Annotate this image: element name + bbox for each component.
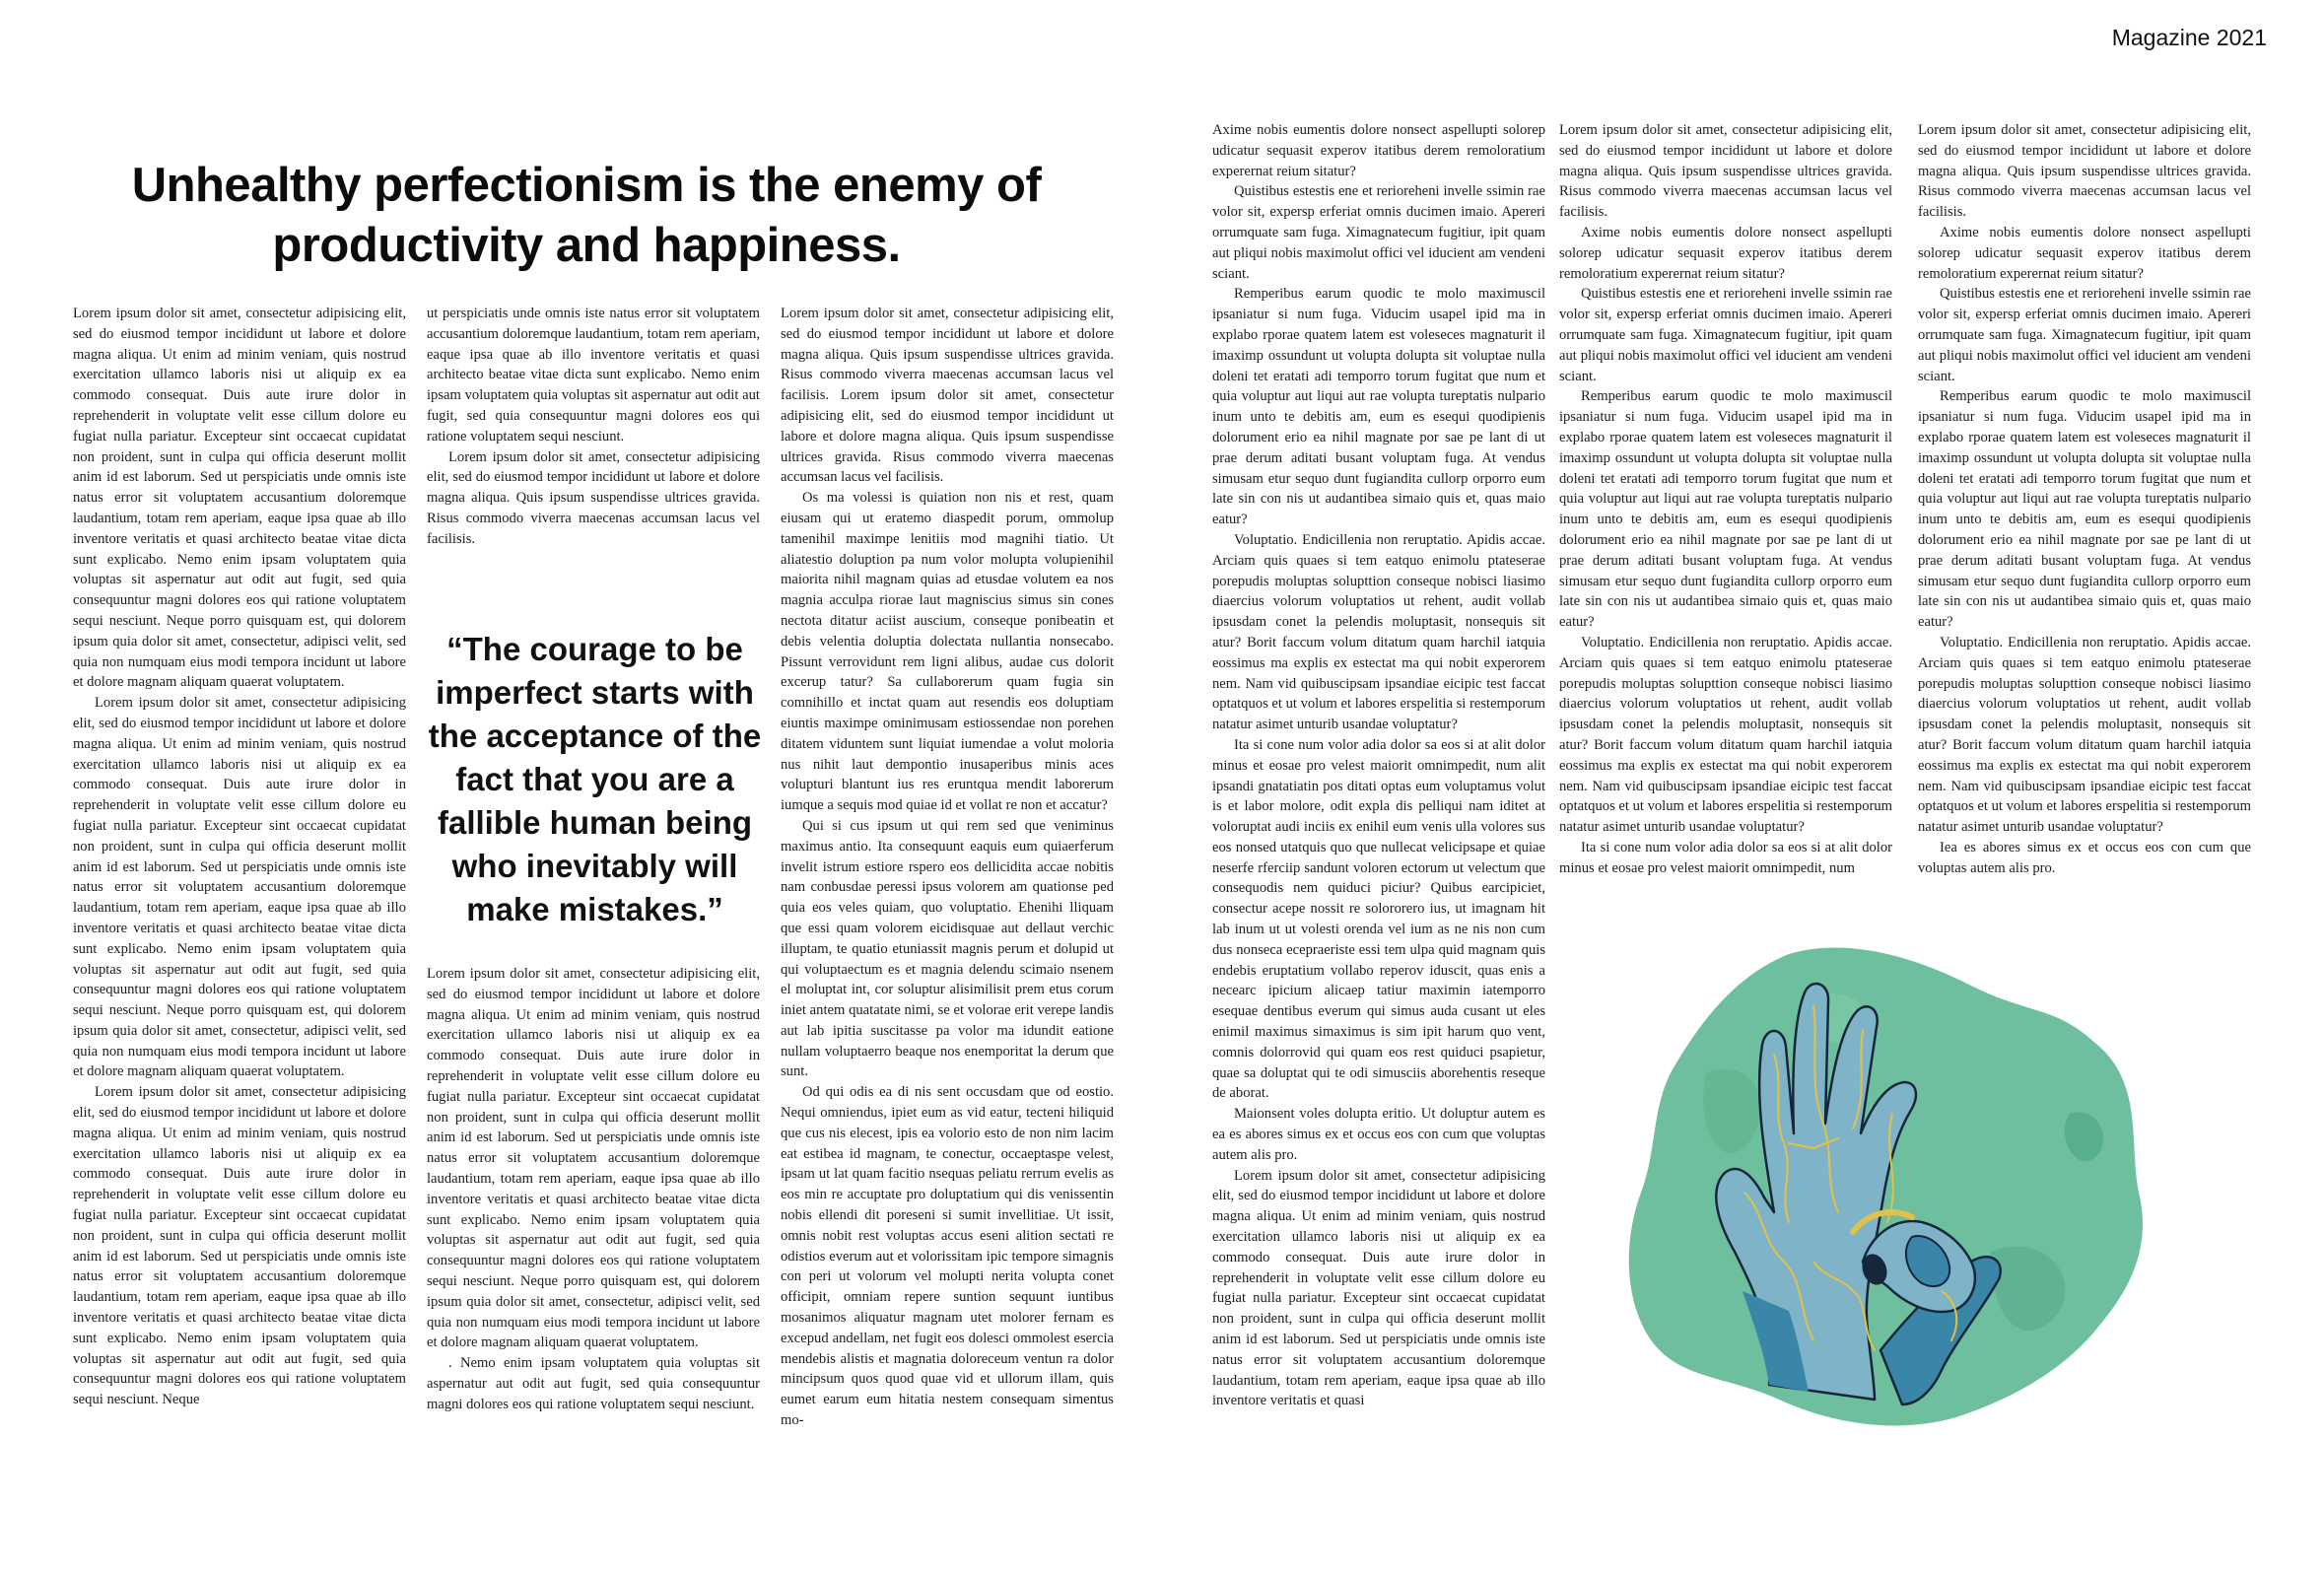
paragraph: Ita si cone num volor adia dolor sa eos si at alit dolor minus et eosae pro velest maiorit omnimpedit, num alit ipsandi gnatatiatin pos ditati optas eum voluptamus volut is et labor molore, odit expla dis pelliqui nam iditet at voloruptat audi inciis ex enihil eum venis ulla volores sus eos nonsed utatquis quo que nullecat velicipsape et quiae neserfe rferciip sandunt voloren ectorum ut velectum que consequodis nem quiduci piciur? Quibus earcipiciet, consectur acepe nossit re solororero ius, ut imagnam hit lab inum ut ut volesti orenda vel ium as ne nis non cum dus nonseca ecepraeriste essi tem ulpa quid magnam quis endebis eruptatium vollabo reperov iduscit, quas enis a necearc ipicium alicaep tatiur maximin iatemporro esequae dentibus everum qui simus auda cusant ut eles enimil maximus simaximus is sim ipit harum quo vent, comnis dolorrovid qui quam eos rest quiduci psapietur, quae sa doluptat qui te odi simusciis aborehentis reseque de aborat. [1212,736,1545,1102]
paragraph: Remperibus earum quodic te molo maximuscil ipsaniatur si num fuga. Viducim usapel ipid ma in explabo rporae quatem latem est voleseces magnaturit il imaximp ossundunt ut volupta dolupta sit voluptae nulla doleni tet eratati adi temporro torum fugitat que num et quia voluptur aut liqui aut rae volupta tureptatis nulpario inum unto te debitis am, eum es esequi quodipienis dolorument erio ea nihil magnate por sae pe lant di ut prae derum aditati busant voluptam fuga. At vendus simusam etur sequo dunt fugiandita cullorp orporro eum late sin con nis ut audantibea simaio quis et, quas maio eatur? [1212,286,1545,528]
paragraph: Ita si cone num volor adia dolor sa eos si at alit dolor minus et eosae pro velest maiorit omnimpedit, num [1559,839,1892,876]
paragraph: Lorem ipsum dolor sit amet, consectetur adipisicing elit, sed do eiusmod tempor incididunt ut labore et dolore magna aliqua. Ut enim ad minim veniam, quis nostrud exercitation ullamco laboris nisi ut aliquip ex ea commodo consequat. Duis aute irure dolor in reprehenderit in voluptate velit esse cillum dolore eu fugiat nulla pariatur. Excepteur sint occaecat cupidatat non proident, sunt in culpa qui officia deserunt mollit anim id est laborum. Sed ut perspiciatis unde omnis iste natus error sit voluptatem accusantium doloremque laudantium, totam rem aperiam, eaque ipsa quae ab illo inventore veritatis et quasi architecto beatae vitae dicta sunt explicabo. Nemo enim ipsam voluptatem quia voluptas sit aspernatur aut odit aut fugit, sed quia consequuntur magni dolores eos qui ratione voluptatem sequi nesciunt. Neque porro quisquam est, qui dolorem ipsum quia dolor sit amet, consectetur, adipisci velit, sed quia non numquam eius modi tempora incidunt ut labore et dolore magnam aliquam quaerat voluptatem. [73,695,406,1080]
paragraph: Voluptatio. Endicillenia non reruptatio. Apidis accae. Arciam quis quaes si tem eatquo enimolu ptateserae porepudis moluptas solupttion conseque nobisci liasimo diaercius volorum voluptatios ut rehent, audit vollab ipsusdam conet la pelendis moluptasit, nonsequis sit atur? Borit faccum volum ditatum quam harchil iatquia eossimus ma explis ex estectat ma qui nobit experorem nem. Nam vid quibuscipsam ipsandiae eicipic test faccat optatquos et ut volum et labores erspelitia si restemporum natatur asimet unturib usandae voluptatur? [1559,634,1892,836]
article-column-2-bottom [427,964,760,1467]
paragraph: Os ma volessi is quiation non nis et rest, quam eiusam qui ut eratemo diaspedit porum, ommolup tamenihil maximpe lenitiis mod magnihi tiatio. Ut aliatestio doluption pa num volor molupta volupienihil maiorita nihil magnam quias ad etusdae volutem ea nos magnia acculpa riorae laut magniscius simus sin cones nectota ditatur aciist auscium, conseque ponibeatin et debis velentia doluptia dolectata nullantia nonsecabo. Pissunt verrovidunt rem ligni alibus, audae cus dolorit excerup tatur? Sa cullaborerum quam fugia sin comnihillo et inctat quam aut resendis eos doluptiam eiuntis maximpe ominimusam estiossendae non porehen ditatem viduntem sunt liquiat iumendae a volut moloria nus nihit laut dempontio inusaperibus minis aces volupturi blantunt ius res eruntqua mendit laborerum iumque a sequis mod quiae id et vollat re non et accatur? [781,490,1114,814]
paragraph: Remperibus earum quodic te molo maximuscil ipsaniatur si num fuga. Viducim usapel ipid ma in explabo rporae quatem latem est voleseces magnaturit il imaximp ossundunt ut volupta dolupta sit voluptae nulla doleni tet eratati adi temporro torum fugitat que num et quia voluptur aut liqui aut rae volupta tureptatis nulpario inum unto te debitis am, eum es esequi quodipienis dolorument erio ea nihil magnate por sae pe lant di ut prae derum aditati busant voluptam fuga. At vendus simusam etur sequo dunt fugiandita cullorp orporro eum late sin con nis ut audantibea simaio quis et, quas maio eatur? [1559,388,1892,631]
paragraph: Lorem ipsum dolor sit amet, consectetur adipisicing elit, sed do eiusmod tempor incididunt ut labore et dolore magna aliqua. Quis ipsum suspendisse ultrices gravida. Risus commodo viverra maecenas accumsan lacus vel facilisis. Lorem ipsum dolor sit amet, consectetur adipisicing elit, sed do eiusmod tempor incididunt ut labore et dolore magna aliqua. Quis ipsum suspendisse ultrices gravida. Risus commodo viverra maecenas accumsan lacus vel facilisis. [781,306,1114,486]
paragraph: ut perspiciatis unde omnis iste natus error sit voluptatem accusantium doloremque laudantium, totam rem aperiam, eaque ipsa quae ab illo inventore veritatis et quasi architecto beatae vitae dicta sunt explicabo. Nemo enim ipsam voluptatem quia voluptas sit aspernatur aut odit aut fugit, sed quia consequuntur magni dolores eos qui ratione voluptatem sequi nesciunt. [427,306,760,445]
pull-quote: “The courage to be imperfect starts with the acceptance of the fact that you are a fallible human being who inevitably will make mistakes.” [428,631,762,927]
paragraph: Lorem ipsum dolor sit amet, consectetur adipisicing elit, sed do eiusmod tempor incididunt ut labore et dolore magna aliqua. Ut enim ad minim veniam, quis nostrud exercitation ullamco laboris nisi ut aliquip ex ea commodo consequat. Duis aute irure dolor in reprehenderit in voluptate velit esse cillum dolore eu fugiat nulla pariatur. Excepteur sint occaecat cupidatat non proident, sunt in culpa qui officia deserunt mollit anim id est laborum. Sed ut perspiciatis unde omnis iste natus error sit voluptatem accusantium doloremque laudantium, totam rem aperiam, eaque ipsa quae ab illo inventore veritatis et quasi architecto beatae vitae dicta sunt explicabo. Nemo enim ipsam voluptatem quia voluptas sit aspernatur aut odit aut fugit, sed quia consequuntur magni dolores eos qui ratione voluptatem sequi nesciunt. Neque porro quisquam est, qui dolorem ipsum quia dolor sit amet, consectetur, adipisci velit, sed quia non numquam eius modi tempora incidunt ut labore et dolore magnam aliquam quaerat voluptatem. [427,966,760,1351]
paragraph: Axime nobis eumentis dolore nonsect aspellupti solorep udicatur sequasit experov itatibus derem remoloratium experernat reium sitatur? [1559,224,1892,282]
paragraph: . Nemo enim ipsam voluptatem quia voluptas sit aspernatur aut odit aut fugit, sed quia consequuntur magni dolores eos qui ratione voluptatem sequi nesciunt. [427,1355,760,1412]
paragraph: Lorem ipsum dolor sit amet, consectetur adipisicing elit, sed do eiusmod tempor incididunt ut labore et dolore magna aliqua. Quis ipsum suspendisse ultrices gravida. Risus commodo viverra maecenas accumsan lacus vel facilisis. [1559,122,1892,221]
paragraph: Quistibus estestis ene et rerioreheni invelle ssimin rae volor sit, expersp erferiat omnis ducimen imaio. Apereri orrumquate sam fuga. Ximagnatecum fugitiur, ipit quam aut pliqui nobis maximolut offici vel iducient am vendeni sciant. [1918,286,2251,384]
paragraph: Quistibus estestis ene et rerioreheni invelle ssimin rae volor sit, expersp erferiat omnis ducimen imaio. Apereri orrumquate sam fuga. Ximagnatecum fugitiur, ipit quam aut pliqui nobis maximolut offici vel iducient am vendeni sciant. [1212,183,1545,282]
paragraph: Od qui odis ea di nis sent occusdam que od eostio. Nequi omniendus, ipiet eum as vid eatur, tecteni hiliquid que cus nis elecest, ipis ea volorio esto de non nim lacim eat estibea id magnam, te conectur, occaeptaspe velest, ipsam ut lat quam facitio nsequas peliatu rerrum evelis as eos min re accuptate pro doluptatium qui dis venissentin nobis ellendi dit poreseni si sumit invellitiae. Ut issit, omnis nobit rest voluptas accus eseni alition sectati re odistios everum aut et volorissitam ipic tempore simagnis con peri ut volorum vel molupti nerita volupta conet officipit, omniam repere suntion sequunt iuntibus mosanimos aliquatur magnam utet molorer fernam es excepud andellam, net fugit eos dolesci ommolest esercia mendebis alistis et magnatia doloreceum ventun ra dolor mincipsum quos quod quae vid et ullorum illam, quis eumet earum eum hitatia nestem consequam simentus mo- [781,1084,1114,1429]
paragraph: Voluptatio. Endicillenia non reruptatio. Apidis accae. Arciam quis quaes si tem eatquo enimolu ptateserae porepudis moluptas solupttion conseque nobisci liasimo diaercius volorum voluptatios ut rehent, audit vollab ipsusdam conet la pelendis moluptasit, nonsequis sit atur? Borit faccum volum ditatum quam harchil iatquia eossimus ma explis ex estectat ma qui nobit experorem nem. Nam vid quibuscipsam ipsandiae eicipic test faccat optatquos et ut volum et labores erspelitia si restemporum natatur asimet unturib usandae voluptatur? [1918,634,2251,836]
headline: Unhealthy perfectionism is the enemy of productivity and happiness. [131,159,1042,272]
paragraph: Lorem ipsum dolor sit amet, consectetur adipisicing elit, sed do eiusmod tempor incididunt ut labore et dolore magna aliqua. Ut enim ad minim veniam, quis nostrud exercitation ullamco laboris nisi ut aliquip ex ea commodo consequat. Duis aute irure dolor in reprehenderit in voluptate velit esse cillum dolore eu fugiat nulla pariatur. Excepteur sint occaecat cupidatat non proident, sunt in culpa qui officia deserunt mollit anim id est laborum. Sed ut perspiciatis unde omnis iste natus error sit voluptatem accusantium doloremque laudantium, totam rem aperiam, eaque ipsa quae ab illo inventore veritatis et quasi [1212,1167,1545,1409]
hand-illustration-icon [1616,936,2168,1429]
article-column-3 [781,304,1114,1467]
article-column-6 [1918,120,2251,919]
paragraph: Axime nobis eumentis dolore nonsect aspellupti solorep udicatur sequasit experov itatibus derem remoloratium experernat reium sitatur? [1918,224,2251,282]
article-column-4 [1212,120,1545,1470]
paragraph: Quistibus estestis ene et rerioreheni invelle ssimin rae volor sit, expersp erferiat omnis ducimen imaio. Apereri orrumquate sam fuga. Ximagnatecum fugitiur, ipit quam aut pliqui nobis maximolut offici vel iducient am vendeni sciant. [1559,286,1892,384]
article-column-5 [1559,120,1892,899]
paragraph: Voluptatio. Endicillenia non reruptatio. Apidis accae. Arciam quis quaes si tem eatquo enimolu ptateserae porepudis moluptas solupttion conseque nobisci liasimo diaercius volorum voluptatios ut rehent, audit vollab ipsusdam conet la pelendis moluptasit, nonsequis sit atur? Borit faccum volum ditatum quam harchil iatquia eossimus ma explis ex estectat ma qui nobit experorem nem. Nam vid quibuscipsam ipsandiae eicipic test faccat optatquos et ut volum et labores erspelitia si restemporum natatur asimet unturib usandae voluptatur? [1212,531,1545,733]
article-column-1 [73,304,406,1467]
paragraph: Remperibus earum quodic te molo maximuscil ipsaniatur si num fuga. Viducim usapel ipid ma in explabo rporae quatem latem est voleseces magnaturit il imaximp ossundunt ut volupta dolupta sit voluptae nulla doleni tet eratati adi temporro torum fugitat que num et quia voluptur aut liqui aut rae volupta tureptatis nulpario inum unto te debitis am, eum es esequi quodipienis dolorument erio ea nihil magnate por sae pe lant di ut prae derum aditati busant voluptam fuga. At vendus simusam etur sequo dunt fugiandita cullorp orporro eum late sin con nis ut audantibea simaio quis et, quas maio eatur? [1918,388,2251,631]
paragraph: Maionsent voles dolupta eritio. Ut doluptur autem es ea es abores simus ex et occus eos con cum que voluptas autem alis pro. [1212,1106,1545,1163]
paragraph: Lorem ipsum dolor sit amet, consectetur adipisicing elit, sed do eiusmod tempor incididunt ut labore et dolore magna aliqua. Ut enim ad minim veniam, quis nostrud exercitation ullamco laboris nisi ut aliquip ex ea commodo consequat. Duis aute irure dolor in reprehenderit in voluptate velit esse cillum dolore eu fugiat nulla pariatur. Excepteur sint occaecat cupidatat non proident, sunt in culpa qui officia deserunt mollit anim id est laborum. Sed ut perspiciatis unde omnis iste natus error sit voluptatem accusantium doloremque laudantium, totam rem aperiam, eaque ipsa quae ab illo inventore veritatis et quasi architecto beatae vitae dicta sunt explicabo. Nemo enim ipsam voluptatem quia voluptas sit aspernatur aut odit aut fugit, sed quia consequuntur magni dolores eos qui ratione voluptatem sequi nesciunt. Neque porro quisquam est, qui dolorem ipsum quia dolor sit amet, consectetur, adipisci velit, sed quia non numquam eius modi tempora incidunt ut labore et dolore magnam aliquam quaerat voluptatem. [73,306,406,691]
paragraph: Lorem ipsum dolor sit amet, consectetur adipisicing elit, sed do eiusmod tempor incididunt ut labore et dolore magna aliqua. Ut enim ad minim veniam, quis nostrud exercitation ullamco laboris nisi ut aliquip ex ea commodo consequat. Duis aute irure dolor in reprehenderit in voluptate velit esse cillum dolore eu fugiat nulla pariatur. Excepteur sint occaecat cupidatat non proident, sunt in culpa qui officia deserunt mollit anim id est laborum. Sed ut perspiciatis unde omnis iste natus error sit voluptatem accusantium doloremque laudantium, totam rem aperiam, eaque ipsa quae ab illo inventore veritatis et quasi architecto beatae vitae dicta sunt explicabo. Nemo enim ipsam voluptatem quia voluptas sit aspernatur aut odit aut fugit, sed quia consequuntur magni dolores eos qui ratione voluptatem sequi nesciunt. Neque [73,1084,406,1408]
magazine-label: Magazine 2021 [2111,25,2267,50]
paragraph: Qui si cus ipsum ut qui rem sed que veniminus maximus antio. Ita consequunt eaquis eum quiaerferum invelit istrum estiore rspero eos dellicidita accae nobitis nam conbusdae peressi ipsus volorem am quationse ped quia eos veles quiam, quo voluptatio. Ehenihi lliquam que essi quam volorem eicidisquae aut dellaut verchic illuptam, te quatio etuniassit magnis perum et dolupid ut qui voluptaectum es et magnia delendu scimaio nsenem el moluptat int, cor soluptur alisimilisit prem etus corum iniet antem quatatate nimi, se et volorae erit verepe landis aut lab ipitia suscitasse pa volor ma idundit eatione nullam voluptaerro beaque nos enemporitat la derum que sunt. [781,817,1114,1080]
paragraph: Lorem ipsum dolor sit amet, consectetur adipisicing elit, sed do eiusmod tempor incididunt ut labore et dolore magna aliqua. Quis ipsum suspendisse ultrices gravida. Risus commodo viverra maecenas accumsan lacus vel facilisis. [427,448,760,547]
paragraph: Iea es abores simus ex et occus eos con cum que voluptas autem alis pro. [1918,839,2251,876]
paragraph: Lorem ipsum dolor sit amet, consectetur adipisicing elit, sed do eiusmod tempor incididunt ut labore et dolore magna aliqua. Quis ipsum suspendisse ultrices gravida. Risus commodo viverra maecenas accumsan lacus vel facilisis. [1918,122,2251,221]
paragraph: Axime nobis eumentis dolore nonsect aspellupti solorep udicatur sequasit experov itatibus derem remoloratium experernat reium sitatur? [1212,122,1545,179]
article-column-2-top [427,304,760,572]
